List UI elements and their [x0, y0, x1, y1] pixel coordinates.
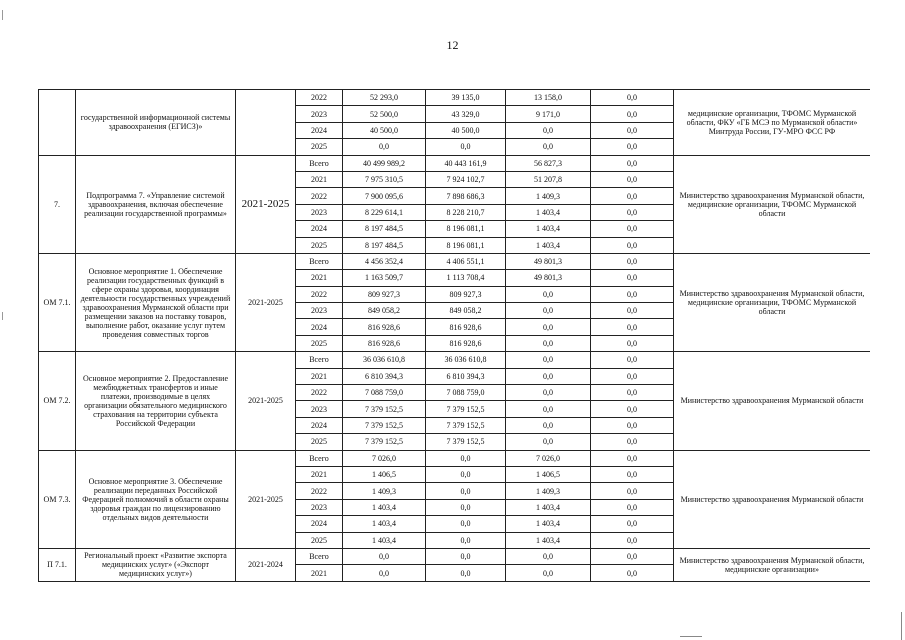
section-number-cell: ОМ 7.3. — [39, 450, 76, 548]
table-row — [39, 155, 871, 171]
other-sources-cell: 0,0 — [591, 237, 674, 253]
federal-budget-cell: 816 928,6 — [426, 335, 506, 351]
regional-budget-cell: 0,0 — [506, 352, 591, 368]
section-number-cell: ОМ 7.1. — [39, 253, 76, 351]
year-cell: 2021 — [296, 171, 343, 187]
other-sources-cell: 0,0 — [591, 401, 674, 417]
section-name-cell: Региональный проект «Развитие экспорта медицинских услуг» («Экспорт медицинских услуг») — [76, 548, 236, 581]
other-sources-cell: 0,0 — [591, 171, 674, 187]
year-cell: 2024 — [296, 122, 343, 138]
table-row — [39, 253, 871, 269]
regional-budget-cell: 0,0 — [506, 417, 591, 433]
year-cell: 2022 — [296, 188, 343, 204]
federal-budget-cell: 7 924 102,7 — [426, 171, 506, 187]
year-cell: 2025 — [296, 139, 343, 155]
other-sources-cell: 0,0 — [591, 155, 674, 171]
federal-budget-cell: 1 113 708,4 — [426, 270, 506, 286]
total-cell: 7 088 759,0 — [343, 385, 426, 401]
total-cell: 52 293,0 — [343, 90, 426, 106]
year-cell: Всего — [296, 450, 343, 466]
year-cell: 2022 — [296, 483, 343, 499]
section-name-cell: государственной информационной системы здравоохранения (ЕГИСЗ)» — [76, 90, 236, 156]
total-cell: 4 456 352,4 — [343, 253, 426, 269]
regional-budget-cell: 1 403,4 — [506, 237, 591, 253]
federal-budget-cell: 8 228 210,7 — [426, 204, 506, 220]
federal-budget-cell: 36 036 610,8 — [426, 352, 506, 368]
other-sources-cell: 0,0 — [591, 188, 674, 204]
federal-budget-cell: 849 058,2 — [426, 303, 506, 319]
year-cell: 2023 — [296, 204, 343, 220]
total-cell: 52 500,0 — [343, 106, 426, 122]
table-row — [39, 352, 871, 368]
other-sources-cell: 0,0 — [591, 352, 674, 368]
other-sources-cell: 0,0 — [591, 548, 674, 564]
table-row — [39, 548, 871, 564]
executor-cell: Министерство здравоохранения Мурманской области, медицинские организации» — [674, 548, 871, 581]
federal-budget-cell: 40 443 161,9 — [426, 155, 506, 171]
total-cell: 7 900 095,6 — [343, 188, 426, 204]
total-cell: 1 403,4 — [343, 516, 426, 532]
other-sources-cell: 0,0 — [591, 499, 674, 515]
federal-budget-cell: 7 898 686,3 — [426, 188, 506, 204]
year-cell: 2022 — [296, 385, 343, 401]
regional-budget-cell: 0,0 — [506, 286, 591, 302]
year-cell: 2023 — [296, 303, 343, 319]
total-cell: 1 409,3 — [343, 483, 426, 499]
other-sources-cell: 0,0 — [591, 90, 674, 106]
federal-budget-cell: 0,0 — [426, 548, 506, 564]
section-name-cell: Основное мероприятие 1. Обеспечение реализации государственных функций в сфере охраны здоровья, координация деятельности государственных учреждений здравоохранения Мурманской области при размещении заказов на поставку товаров, выполнение работ, оказание услуг путем проведения совместных торгов — [76, 253, 236, 351]
federal-budget-cell: 6 810 394,3 — [426, 368, 506, 384]
total-cell: 0,0 — [343, 565, 426, 581]
federal-budget-cell: 0,0 — [426, 499, 506, 515]
other-sources-cell: 0,0 — [591, 122, 674, 138]
regional-budget-cell: 0,0 — [506, 565, 591, 581]
other-sources-cell: 0,0 — [591, 221, 674, 237]
year-cell: 2025 — [296, 532, 343, 548]
federal-budget-cell: 809 927,3 — [426, 286, 506, 302]
federal-budget-cell: 0,0 — [426, 139, 506, 155]
year-cell: 2021 — [296, 368, 343, 384]
total-cell: 7 026,0 — [343, 450, 426, 466]
other-sources-cell: 0,0 — [591, 434, 674, 450]
year-cell: 2025 — [296, 434, 343, 450]
period-cell: 2021-2025 — [236, 253, 296, 351]
other-sources-cell: 0,0 — [591, 385, 674, 401]
year-cell: 2024 — [296, 417, 343, 433]
page-number: 12 — [446, 38, 459, 52]
year-cell: Всего — [296, 253, 343, 269]
regional-budget-cell: 9 171,0 — [506, 106, 591, 122]
federal-budget-cell: 8 196 081,1 — [426, 237, 506, 253]
federal-budget-cell: 43 329,0 — [426, 106, 506, 122]
executor-cell: Министерство здравоохранения Мурманской области — [674, 352, 871, 450]
year-cell: 2024 — [296, 516, 343, 532]
federal-budget-cell: 40 500,0 — [426, 122, 506, 138]
other-sources-cell: 0,0 — [591, 483, 674, 499]
year-cell: 2023 — [296, 499, 343, 515]
year-cell: 2021 — [296, 270, 343, 286]
total-cell: 40 499 989,2 — [343, 155, 426, 171]
total-cell: 1 406,5 — [343, 466, 426, 482]
year-cell: Всего — [296, 548, 343, 564]
other-sources-cell: 0,0 — [591, 450, 674, 466]
year-cell: 2023 — [296, 401, 343, 417]
total-cell: 6 810 394,3 — [343, 368, 426, 384]
federal-budget-cell: 7 379 152,5 — [426, 434, 506, 450]
total-cell: 40 500,0 — [343, 122, 426, 138]
year-cell: Всего — [296, 155, 343, 171]
regional-budget-cell: 0,0 — [506, 434, 591, 450]
other-sources-cell: 0,0 — [591, 253, 674, 269]
regional-budget-cell: 1 403,4 — [506, 221, 591, 237]
federal-budget-cell: 0,0 — [426, 565, 506, 581]
regional-budget-cell: 51 207,8 — [506, 171, 591, 187]
year-cell: 2022 — [296, 90, 343, 106]
year-cell: 2024 — [296, 319, 343, 335]
other-sources-cell: 0,0 — [591, 466, 674, 482]
regional-budget-cell: 0,0 — [506, 385, 591, 401]
federal-budget-cell: 39 135,0 — [426, 90, 506, 106]
other-sources-cell: 0,0 — [591, 417, 674, 433]
total-cell: 8 197 484,5 — [343, 237, 426, 253]
bottom-edge-mark — [680, 636, 702, 637]
regional-budget-cell: 49 801,3 — [506, 270, 591, 286]
year-cell: Всего — [296, 352, 343, 368]
regional-budget-cell: 49 801,3 — [506, 253, 591, 269]
regional-budget-cell: 1 409,3 — [506, 188, 591, 204]
total-cell: 849 058,2 — [343, 303, 426, 319]
other-sources-cell: 0,0 — [591, 286, 674, 302]
federal-budget-cell: 816 928,6 — [426, 319, 506, 335]
section-number-cell: 7. — [39, 155, 76, 253]
table-row — [39, 90, 871, 106]
total-cell: 1 163 509,7 — [343, 270, 426, 286]
year-cell: 2025 — [296, 335, 343, 351]
section-name-cell: Основное мероприятие 3. Обеспечение реализации переданных Российской Федерацией полномочий в области охраны здоровья граждан по лицензированию отдельных видов деятельности — [76, 450, 236, 548]
regional-budget-cell: 13 158,0 — [506, 90, 591, 106]
other-sources-cell: 0,0 — [591, 335, 674, 351]
regional-budget-cell: 0,0 — [506, 548, 591, 564]
other-sources-cell: 0,0 — [591, 319, 674, 335]
section-name-cell: Основное мероприятие 2. Предоставление межбюджетных трансфертов и иные платежи, производимые в целях организации обязательного медицинского страхования на территории субъекта Российской Федерации — [76, 352, 236, 450]
total-cell: 7 975 310,5 — [343, 171, 426, 187]
executor-cell: Министерство здравоохранения Мурманской области, медицинские организации, ТФОМС Мурманской области — [674, 253, 871, 351]
federal-budget-cell: 0,0 — [426, 532, 506, 548]
right-edge-mark — [901, 612, 902, 640]
regional-budget-cell: 1 409,3 — [506, 483, 591, 499]
federal-budget-cell: 0,0 — [426, 483, 506, 499]
period-cell: 2021-2025 — [236, 352, 296, 450]
regional-budget-cell: 7 026,0 — [506, 450, 591, 466]
regional-budget-cell: 1 403,4 — [506, 499, 591, 515]
total-cell: 1 403,4 — [343, 532, 426, 548]
total-cell: 8 197 484,5 — [343, 221, 426, 237]
federal-budget-cell: 4 406 551,1 — [426, 253, 506, 269]
other-sources-cell: 0,0 — [591, 303, 674, 319]
regional-budget-cell: 1 406,5 — [506, 466, 591, 482]
year-cell: 2025 — [296, 237, 343, 253]
year-cell: 2021 — [296, 466, 343, 482]
federal-budget-cell: 0,0 — [426, 450, 506, 466]
regional-budget-cell: 0,0 — [506, 122, 591, 138]
total-cell: 0,0 — [343, 548, 426, 564]
period-cell: 2021-2024 — [236, 548, 296, 581]
other-sources-cell: 0,0 — [591, 565, 674, 581]
section-number-cell — [39, 90, 76, 156]
funding-table — [38, 89, 870, 582]
regional-budget-cell: 1 403,4 — [506, 204, 591, 220]
regional-budget-cell: 0,0 — [506, 139, 591, 155]
left-edge-mark — [2, 10, 3, 20]
regional-budget-cell: 0,0 — [506, 368, 591, 384]
funding-table-wrapper — [38, 89, 870, 582]
total-cell: 36 036 610,8 — [343, 352, 426, 368]
total-cell: 816 928,6 — [343, 319, 426, 335]
executor-cell: медицинские организации, ТФОМС Мурманской области, ФКУ «ГБ МСЭ по Мурманской области» Минтруда России, ГУ-МРО ФСС РФ — [674, 90, 871, 156]
regional-budget-cell: 0,0 — [506, 319, 591, 335]
total-cell: 8 229 614,1 — [343, 204, 426, 220]
regional-budget-cell: 0,0 — [506, 335, 591, 351]
regional-budget-cell: 1 403,4 — [506, 516, 591, 532]
year-cell: 2021 — [296, 565, 343, 581]
federal-budget-cell: 7 379 152,5 — [426, 417, 506, 433]
total-cell: 7 379 152,5 — [343, 434, 426, 450]
regional-budget-cell: 56 827,3 — [506, 155, 591, 171]
period-cell — [236, 90, 296, 156]
left-edge-mark — [2, 312, 3, 320]
executor-cell: Министерство здравоохранения Мурманской области — [674, 450, 871, 548]
section-number-cell: ОМ 7.2. — [39, 352, 76, 450]
total-cell: 1 403,4 — [343, 499, 426, 515]
section-name-cell: Подпрограмма 7. «Управление системой здравоохранения, включая обеспечение реализации государственной программы» — [76, 155, 236, 253]
other-sources-cell: 0,0 — [591, 270, 674, 286]
year-cell: 2024 — [296, 221, 343, 237]
total-cell: 7 379 152,5 — [343, 401, 426, 417]
total-cell: 0,0 — [343, 139, 426, 155]
regional-budget-cell: 1 403,4 — [506, 532, 591, 548]
federal-budget-cell: 0,0 — [426, 466, 506, 482]
other-sources-cell: 0,0 — [591, 106, 674, 122]
other-sources-cell: 0,0 — [591, 532, 674, 548]
executor-cell: Министерство здравоохранения Мурманской области, медицинские организации, ТФОМС Мурманской области — [674, 155, 871, 253]
total-cell: 7 379 152,5 — [343, 417, 426, 433]
regional-budget-cell: 0,0 — [506, 303, 591, 319]
other-sources-cell: 0,0 — [591, 204, 674, 220]
total-cell: 809 927,3 — [343, 286, 426, 302]
federal-budget-cell: 0,0 — [426, 516, 506, 532]
federal-budget-cell: 8 196 081,1 — [426, 221, 506, 237]
table-row — [39, 450, 871, 466]
year-cell: 2023 — [296, 106, 343, 122]
period-cell: 2021-2025 — [236, 155, 296, 253]
other-sources-cell: 0,0 — [591, 139, 674, 155]
other-sources-cell: 0,0 — [591, 516, 674, 532]
section-number-cell: П 7.1. — [39, 548, 76, 581]
federal-budget-cell: 7 088 759,0 — [426, 385, 506, 401]
period-cell: 2021-2025 — [236, 450, 296, 548]
regional-budget-cell: 0,0 — [506, 401, 591, 417]
other-sources-cell: 0,0 — [591, 368, 674, 384]
funding-table-body — [39, 90, 871, 582]
total-cell: 816 928,6 — [343, 335, 426, 351]
year-cell: 2022 — [296, 286, 343, 302]
federal-budget-cell: 7 379 152,5 — [426, 401, 506, 417]
